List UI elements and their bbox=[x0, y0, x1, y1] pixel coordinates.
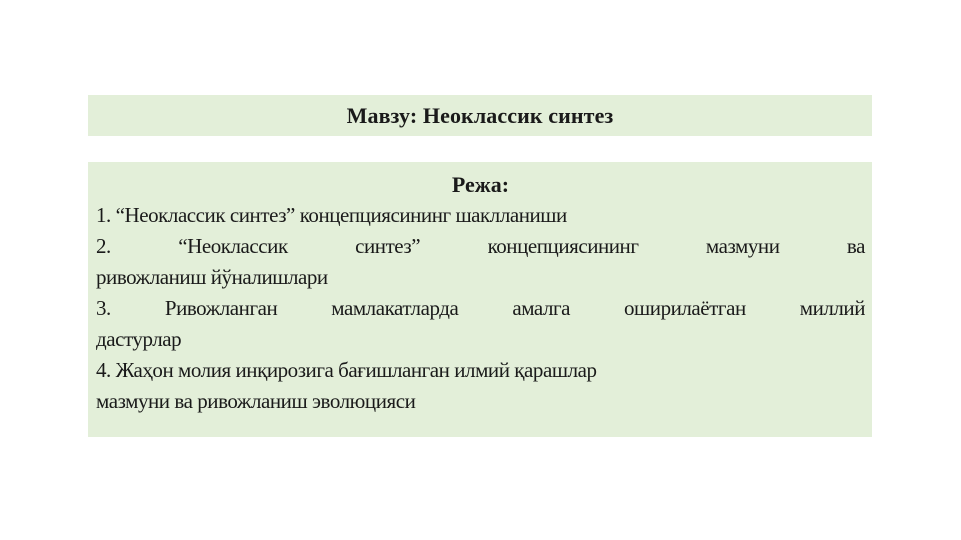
plan-item-4 bbox=[96, 355, 865, 417]
plan-item-2-line-1: 2. “Неоклассик синтез” концепциясининг мазмуни ва bbox=[96, 234, 865, 258]
plan-item-2 bbox=[96, 231, 865, 293]
plan-item-3-line-2: дастурлар bbox=[96, 327, 182, 351]
plan-item-2-line-2: ривожланиш йўналишлари bbox=[96, 265, 328, 289]
plan-item-3-line-1: 3. Ривожланган мамлакатларда амалга оширилаётган миллий bbox=[96, 296, 865, 320]
plan-box bbox=[88, 162, 872, 437]
plan-item-3 bbox=[96, 293, 865, 355]
plan-heading: Режа: bbox=[451, 172, 510, 197]
plan-item-4-line-1: 4. Жаҳон молия инқирозига бағишланган илмий қарашлар bbox=[96, 358, 597, 382]
plan-item-4-line-2: мазмуни ва ривожланиш эволюцияси bbox=[96, 389, 416, 413]
plan-item-1 bbox=[96, 200, 865, 231]
slide-title: Мавзу: Неоклассик синтез bbox=[346, 102, 614, 128]
title-box bbox=[88, 95, 872, 136]
plan-item-1-line-1: 1. “Неоклассик синтез” концепциясининг шаклланиши bbox=[96, 203, 567, 227]
